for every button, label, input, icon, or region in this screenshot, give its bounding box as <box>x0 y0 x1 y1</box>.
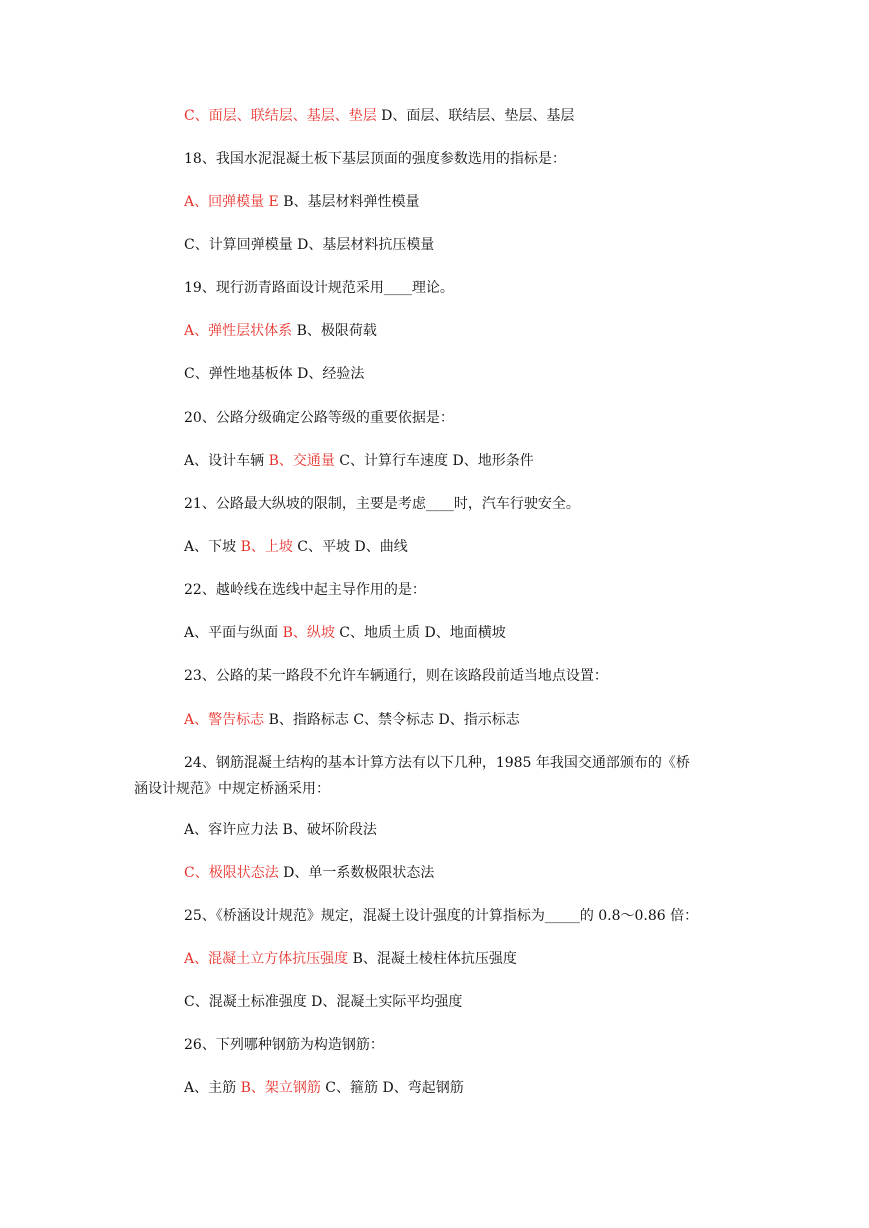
answer-options-line <box>184 106 574 126</box>
options-before: A、设计车辆 <box>184 453 269 469</box>
question-text: 20、公路分级确定公路等级的重要依据是： <box>184 410 454 426</box>
correct-answer: A、回弹模量 E <box>184 194 279 210</box>
question-text: 23、公路的某一路段不允许车辆通行，则在该路段前适当地点设置： <box>184 668 608 684</box>
question-text: 22、越岭线在选线中起主导作用的是： <box>184 582 426 598</box>
question-text: 26、下列哪种钢筋为构造钢筋： <box>184 1037 384 1053</box>
other-options: B、混凝土棱柱体抗压强度 <box>348 951 517 967</box>
question-26 <box>184 1035 384 1055</box>
question-text: 19、现行沥青路面设计规范采用____理论。 <box>184 280 454 296</box>
options-text: C、混凝土标准强度 D、混凝土实际平均强度 <box>184 994 463 1010</box>
answer-options-line <box>184 949 517 969</box>
answer-options-line <box>184 537 408 557</box>
correct-answer: A、混凝土立方体抗压强度 <box>184 951 349 967</box>
question-text: 25、《桥涵设计规范》规定，混凝土设计强度的计算指标为_____的 0.8～0.86 倍： <box>184 908 699 924</box>
answer-options-line <box>184 623 506 643</box>
answer-options-line <box>184 451 534 471</box>
options-text: A、容许应力法 B、破坏阶段法 <box>184 822 377 838</box>
answer-options-line <box>184 863 434 883</box>
correct-answer: B、上坡 <box>240 539 293 555</box>
answer-options-line <box>184 1078 464 1098</box>
other-options: C、计算行车速度 D、地形条件 <box>334 453 534 469</box>
options-before: A、主筋 <box>184 1080 241 1096</box>
correct-answer: A、弹性层状体系 <box>184 323 293 339</box>
question-19 <box>184 278 454 298</box>
correct-answer: B、纵坡 <box>282 625 335 641</box>
options-text: C、计算回弹模量 D、基层材料抗压模量 <box>184 237 435 253</box>
answer-options-line <box>184 364 364 384</box>
other-options: D、面层、联结层、垫层、基层 <box>376 108 575 124</box>
question-23 <box>184 666 608 686</box>
other-options: B、极限荷载 <box>292 323 377 339</box>
question-24 <box>134 750 694 802</box>
other-options: B、基层材料弹性模量 <box>278 194 420 210</box>
correct-answer: A、警告标志 <box>184 712 265 728</box>
question-22 <box>184 580 426 600</box>
correct-answer: C、面层、联结层、基层、垫层 <box>184 108 377 124</box>
answer-options-line <box>184 192 420 212</box>
answer-options-line <box>184 235 434 255</box>
answer-options-line <box>184 321 377 341</box>
correct-answer: B、交通量 <box>268 453 335 469</box>
answer-options-line <box>184 710 520 730</box>
question-text: 24、钢筋混凝土结构的基本计算方法有以下几种，1985 年我国交通部颁布的《桥涵设计规范》中规定桥涵采用： <box>134 755 690 797</box>
correct-answer: C、极限状态法 <box>184 865 279 881</box>
question-18 <box>184 149 566 169</box>
other-options: C、平坡 D、曲线 <box>292 539 408 555</box>
question-20 <box>184 408 454 428</box>
options-before: A、下坡 <box>184 539 241 555</box>
options-before: A、平面与纵面 <box>184 625 283 641</box>
question-text: 18、我国水泥混凝土板下基层顶面的强度参数选用的指标是： <box>184 151 566 167</box>
other-options: D、单一系数极限状态法 <box>278 865 435 881</box>
other-options: C、地质土质 D、地面横坡 <box>334 625 506 641</box>
answer-options-line <box>184 820 377 840</box>
question-21 <box>184 494 580 514</box>
options-text: C、弹性地基板体 D、经验法 <box>184 366 365 382</box>
other-options: B、指路标志 C、禁令标志 D、指示标志 <box>264 712 520 728</box>
correct-answer: B、架立钢筋 <box>240 1080 321 1096</box>
other-options: C、箍筋 D、弯起钢筋 <box>320 1080 464 1096</box>
question-text: 21、公路最大纵坡的限制，主要是考虑____时，汽车行驶安全。 <box>184 496 580 512</box>
answer-options-line <box>184 992 462 1012</box>
question-25 <box>184 906 698 926</box>
